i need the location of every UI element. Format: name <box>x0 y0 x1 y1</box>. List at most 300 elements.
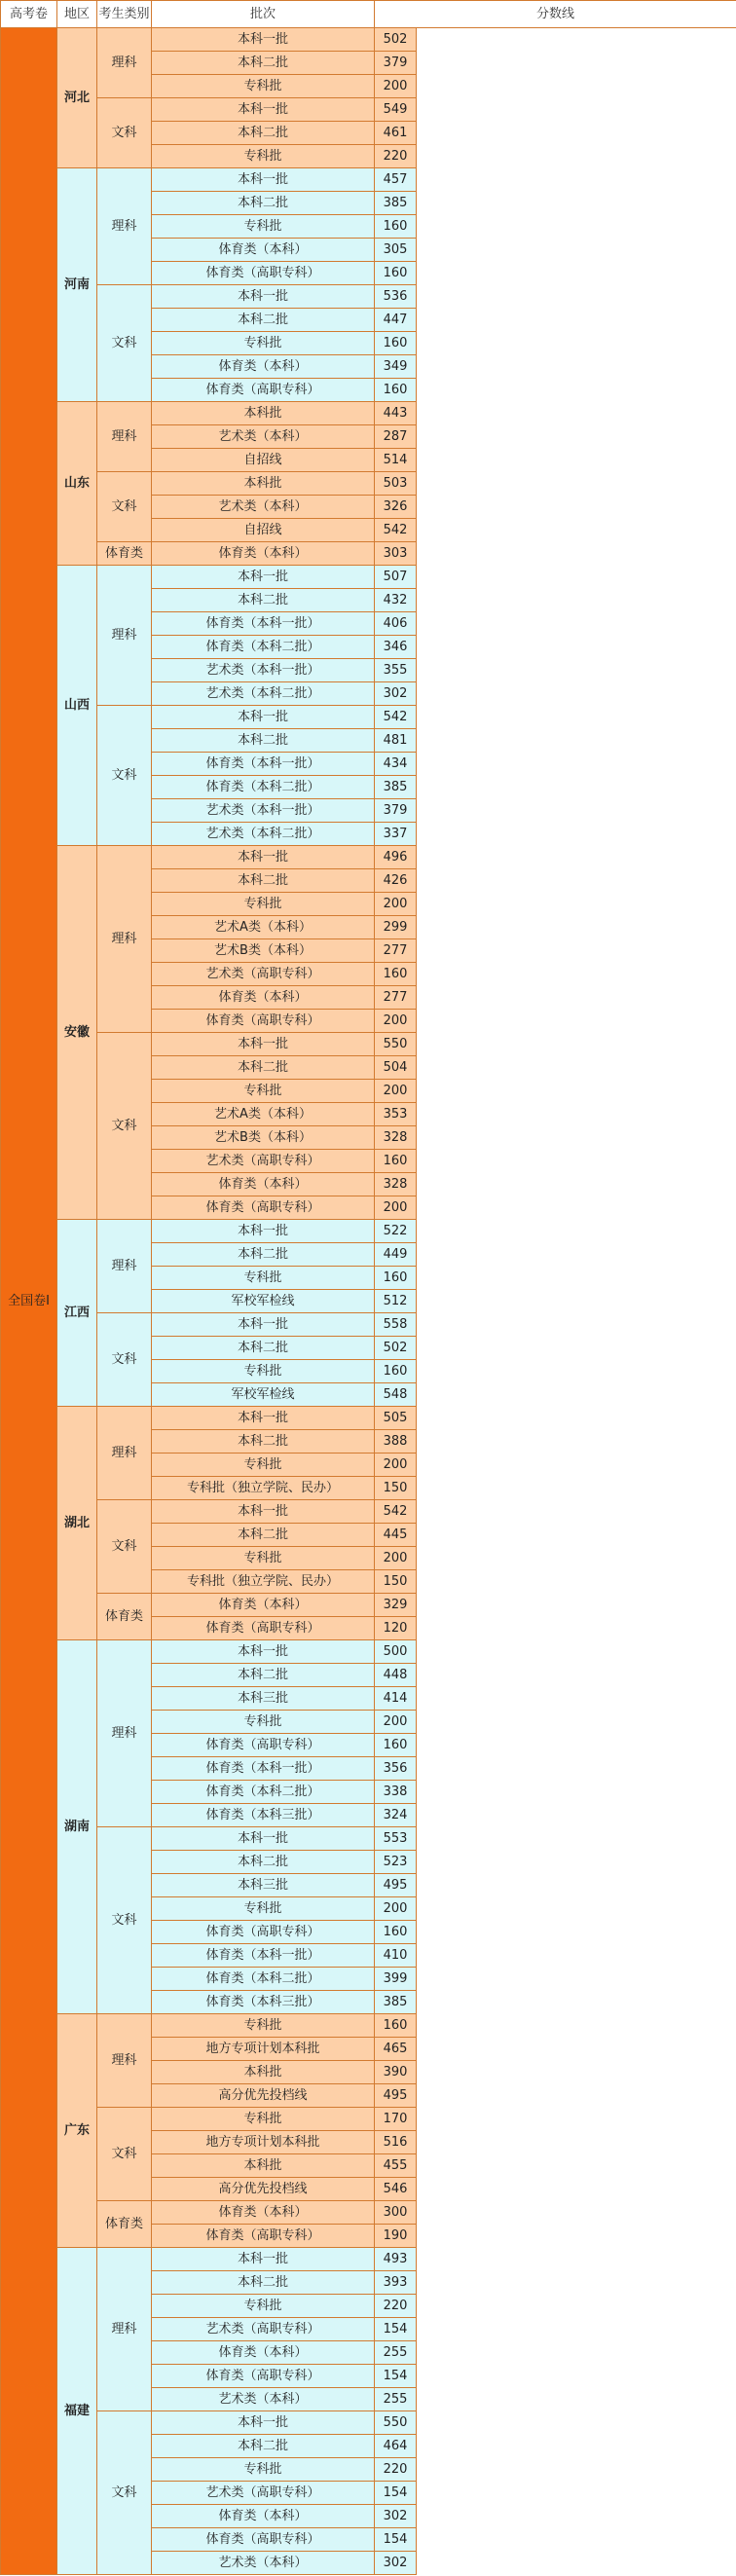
batch-cell: 本科一批 <box>152 1313 375 1337</box>
blank-cell <box>417 776 736 799</box>
batch-cell: 体育类（本科） <box>152 1594 375 1617</box>
blank-cell <box>417 1267 736 1290</box>
blank-cell <box>417 1056 736 1080</box>
table-row <box>1 566 736 589</box>
score-cell: 324 <box>375 1804 417 1827</box>
score-cell: 432 <box>375 589 417 612</box>
category-cell: 文科 <box>97 1313 152 1407</box>
score-cell: 355 <box>375 659 417 682</box>
score-cell: 200 <box>375 1547 417 1570</box>
table-row <box>1 472 736 496</box>
batch-cell: 体育类（本科一批） <box>152 612 375 636</box>
blank-cell <box>417 2084 736 2108</box>
blank-cell <box>417 589 736 612</box>
batch-cell: 专科批 <box>152 1711 375 1734</box>
blank-cell <box>417 1757 736 1781</box>
score-cell: 200 <box>375 1897 417 1921</box>
blank-cell <box>417 1921 736 1944</box>
batch-cell: 体育类（高职专科） <box>152 1734 375 1757</box>
header-score: 分数线 <box>375 1 736 28</box>
batch-cell: 地方专项计划本科批 <box>152 2131 375 2154</box>
batch-cell: 本科二批 <box>152 1664 375 1687</box>
score-cell: 493 <box>375 2248 417 2271</box>
region-cell: 广东 <box>57 2014 97 2248</box>
score-cell: 410 <box>375 1944 417 1968</box>
score-cell: 302 <box>375 682 417 706</box>
batch-cell: 体育类（高职专科） <box>152 262 375 285</box>
batch-cell: 专科批 <box>152 1360 375 1383</box>
blank-cell <box>417 2178 736 2201</box>
batch-cell: 专科批 <box>152 215 375 239</box>
blank-cell <box>417 1968 736 1991</box>
score-cell: 495 <box>375 1874 417 1897</box>
batch-cell: 专科批 <box>152 75 375 98</box>
batch-cell: 艺术类（本科一批） <box>152 799 375 823</box>
batch-cell: 本科批 <box>152 2154 375 2178</box>
category-cell: 理科 <box>97 168 152 285</box>
blank-cell <box>417 1360 736 1383</box>
blank-cell <box>417 729 736 753</box>
blank-cell <box>417 2552 736 2575</box>
blank-cell <box>417 2201 736 2225</box>
header-batch: 批次 <box>152 1 375 28</box>
category-cell: 理科 <box>97 1220 152 1313</box>
score-cell: 160 <box>375 963 417 986</box>
score-cell: 558 <box>375 1313 417 1337</box>
batch-cell: 体育类（本科） <box>152 2341 375 2365</box>
header-region: 地区 <box>57 1 97 28</box>
batch-cell: 体育类（本科二批） <box>152 1781 375 1804</box>
score-cell: 326 <box>375 496 417 519</box>
batch-cell: 体育类（本科一批） <box>152 1757 375 1781</box>
score-cell: 154 <box>375 2528 417 2552</box>
batch-cell: 专科批 <box>152 1897 375 1921</box>
score-cell: 503 <box>375 472 417 496</box>
table-row <box>1 1033 736 1056</box>
region-cell: 山西 <box>57 566 97 846</box>
batch-cell: 艺术A类（本科） <box>152 1103 375 1126</box>
blank-cell <box>417 519 736 542</box>
score-cell: 553 <box>375 1827 417 1851</box>
score-cell: 328 <box>375 1126 417 1150</box>
blank-cell <box>417 566 736 589</box>
batch-cell: 本科二批 <box>152 1243 375 1267</box>
batch-cell: 体育类（高职专科） <box>152 1010 375 1033</box>
score-cell: 302 <box>375 2552 417 2575</box>
score-cell: 550 <box>375 2411 417 2435</box>
score-cell: 160 <box>375 1267 417 1290</box>
blank-cell <box>417 2458 736 2482</box>
table-row <box>1 2014 736 2038</box>
batch-cell: 艺术类（本科） <box>152 2552 375 2575</box>
blank-cell <box>417 2388 736 2411</box>
batch-cell: 自招线 <box>152 519 375 542</box>
score-cell: 542 <box>375 1500 417 1524</box>
blank-cell <box>417 215 736 239</box>
region-cell: 安徽 <box>57 846 97 1220</box>
batch-cell: 本科二批 <box>152 589 375 612</box>
batch-cell: 专科批 <box>152 2458 375 2482</box>
table-row <box>1 98 736 122</box>
batch-cell: 本科一批 <box>152 566 375 589</box>
score-cell: 353 <box>375 1103 417 1126</box>
score-cell: 393 <box>375 2271 417 2295</box>
score-cell: 481 <box>375 729 417 753</box>
blank-cell <box>417 2482 736 2505</box>
category-cell: 理科 <box>97 566 152 706</box>
batch-cell: 艺术类（高职专科） <box>152 1150 375 1173</box>
score-cell: 399 <box>375 1968 417 1991</box>
score-cell: 120 <box>375 1617 417 1640</box>
score-cell: 200 <box>375 1010 417 1033</box>
score-cell: 505 <box>375 1407 417 1430</box>
batch-cell: 艺术类（本科） <box>152 2388 375 2411</box>
score-cell: 379 <box>375 799 417 823</box>
blank-cell <box>417 449 736 472</box>
score-cell: 160 <box>375 1360 417 1383</box>
category-cell: 文科 <box>97 1500 152 1594</box>
score-cell: 337 <box>375 823 417 846</box>
blank-cell <box>417 2295 736 2318</box>
batch-cell: 专科批 <box>152 1454 375 1477</box>
blank-cell <box>417 2318 736 2341</box>
batch-cell: 本科二批 <box>152 309 375 332</box>
blank-cell <box>417 706 736 729</box>
table-row <box>1 2108 736 2131</box>
score-cell: 522 <box>375 1220 417 1243</box>
batch-cell: 本科一批 <box>152 846 375 869</box>
blank-cell <box>417 472 736 496</box>
score-cell: 299 <box>375 916 417 939</box>
blank-cell <box>417 799 736 823</box>
batch-cell: 艺术类（高职专科） <box>152 2482 375 2505</box>
blank-cell <box>417 1711 736 1734</box>
blank-cell <box>417 2435 736 2458</box>
table-row <box>1 1640 736 1664</box>
blank-cell <box>417 2154 736 2178</box>
blank-cell <box>417 168 736 192</box>
score-cell: 523 <box>375 1851 417 1874</box>
score-cell: 200 <box>375 1711 417 1734</box>
blank-cell <box>417 1734 736 1757</box>
region-cell: 河北 <box>57 28 97 168</box>
batch-cell: 本科一批 <box>152 1033 375 1056</box>
batch-cell: 本科二批 <box>152 2435 375 2458</box>
batch-cell: 本科一批 <box>152 1827 375 1851</box>
score-cell: 303 <box>375 542 417 566</box>
score-cell: 160 <box>375 2014 417 2038</box>
blank-cell <box>417 2131 736 2154</box>
score-cell: 507 <box>375 566 417 589</box>
score-cell: 287 <box>375 425 417 449</box>
blank-cell <box>417 1617 736 1640</box>
score-cell: 550 <box>375 1033 417 1056</box>
blank-cell <box>417 402 736 425</box>
blank-cell <box>417 659 736 682</box>
score-cell: 154 <box>375 2365 417 2388</box>
category-cell: 理科 <box>97 2248 152 2411</box>
blank-cell <box>417 1173 736 1196</box>
blank-cell <box>417 2341 736 2365</box>
score-cell: 434 <box>375 753 417 776</box>
score-cell: 461 <box>375 122 417 145</box>
blank-cell <box>417 122 736 145</box>
score-cell: 328 <box>375 1173 417 1196</box>
blank-cell <box>417 682 736 706</box>
batch-cell: 本科二批 <box>152 1337 375 1360</box>
batch-cell: 本科一批 <box>152 1407 375 1430</box>
batch-cell: 本科一批 <box>152 2248 375 2271</box>
blank-cell <box>417 1150 736 1173</box>
score-cell: 338 <box>375 1781 417 1804</box>
blank-cell <box>417 1080 736 1103</box>
score-cell: 385 <box>375 192 417 215</box>
table-row <box>1 1407 736 1430</box>
table-row <box>1 402 736 425</box>
score-cell: 496 <box>375 846 417 869</box>
blank-cell <box>417 98 736 122</box>
batch-cell: 艺术类（本科一批） <box>152 659 375 682</box>
blank-cell <box>417 1033 736 1056</box>
score-cell: 385 <box>375 776 417 799</box>
score-cell: 536 <box>375 285 417 309</box>
category-cell: 文科 <box>97 706 152 846</box>
blank-cell <box>417 1290 736 1313</box>
score-cell: 443 <box>375 402 417 425</box>
category-cell: 理科 <box>97 846 152 1033</box>
score-cell: 329 <box>375 1594 417 1617</box>
blank-cell <box>417 986 736 1010</box>
table-row <box>1 285 736 309</box>
score-cell: 150 <box>375 1570 417 1594</box>
category-cell: 理科 <box>97 2014 152 2108</box>
blank-cell <box>417 1430 736 1454</box>
table-row <box>1 1594 736 1617</box>
batch-cell: 本科二批 <box>152 122 375 145</box>
blank-cell <box>417 1851 736 1874</box>
score-cell: 502 <box>375 1337 417 1360</box>
batch-cell: 本科二批 <box>152 869 375 893</box>
batch-cell: 专科批 <box>152 145 375 168</box>
batch-cell: 本科一批 <box>152 706 375 729</box>
blank-cell <box>417 916 736 939</box>
blank-cell <box>417 1337 736 1360</box>
blank-cell <box>417 1243 736 1267</box>
score-cell: 516 <box>375 2131 417 2154</box>
batch-cell: 艺术B类（本科） <box>152 939 375 963</box>
blank-cell <box>417 145 736 168</box>
batch-cell: 高分优先投档线 <box>152 2178 375 2201</box>
batch-cell: 地方专项计划本科批 <box>152 2038 375 2061</box>
score-cell: 542 <box>375 706 417 729</box>
category-cell: 理科 <box>97 28 152 98</box>
batch-cell: 专科批 <box>152 893 375 916</box>
score-cell: 200 <box>375 75 417 98</box>
score-cell: 426 <box>375 869 417 893</box>
batch-cell: 本科一批 <box>152 168 375 192</box>
blank-cell <box>417 262 736 285</box>
category-cell: 体育类 <box>97 542 152 566</box>
score-cell: 277 <box>375 939 417 963</box>
region-cell: 河南 <box>57 168 97 402</box>
score-cell: 302 <box>375 2505 417 2528</box>
blank-cell <box>417 1687 736 1711</box>
table-row <box>1 2201 736 2225</box>
batch-cell: 艺术类（本科二批） <box>152 682 375 706</box>
blank-cell <box>417 285 736 309</box>
blank-cell <box>417 1500 736 1524</box>
blank-cell <box>417 355 736 379</box>
blank-cell <box>417 753 736 776</box>
blank-cell <box>417 1804 736 1827</box>
blank-cell <box>417 1570 736 1594</box>
blank-cell <box>417 1407 736 1430</box>
blank-cell <box>417 612 736 636</box>
score-cell: 305 <box>375 239 417 262</box>
score-cell: 200 <box>375 893 417 916</box>
score-cell: 500 <box>375 1640 417 1664</box>
blank-cell <box>417 963 736 986</box>
category-cell: 理科 <box>97 402 152 472</box>
table-row <box>1 168 736 192</box>
table-row <box>1 1313 736 1337</box>
blank-cell <box>417 1196 736 1220</box>
score-cell: 160 <box>375 1921 417 1944</box>
score-cell: 160 <box>375 379 417 402</box>
score-cell: 200 <box>375 1454 417 1477</box>
blank-cell <box>417 869 736 893</box>
blank-cell <box>417 239 736 262</box>
batch-cell: 体育类（本科三批） <box>152 1991 375 2014</box>
blank-cell <box>417 1103 736 1126</box>
batch-cell: 体育类（本科） <box>152 239 375 262</box>
score-cell: 406 <box>375 612 417 636</box>
blank-cell <box>417 2271 736 2295</box>
batch-cell: 体育类（本科） <box>152 1173 375 1196</box>
blank-cell <box>417 1874 736 1897</box>
batch-cell: 体育类（高职专科） <box>152 1921 375 1944</box>
batch-cell: 专科批（独立学院、民办） <box>152 1477 375 1500</box>
score-cell: 385 <box>375 1991 417 2014</box>
table-header-row <box>1 1 736 28</box>
header-category: 考生类别 <box>97 1 152 28</box>
batch-cell: 本科二批 <box>152 729 375 753</box>
batch-cell: 体育类（本科） <box>152 542 375 566</box>
batch-cell: 体育类（本科） <box>152 355 375 379</box>
category-cell: 文科 <box>97 285 152 402</box>
batch-cell: 体育类（本科二批） <box>152 776 375 799</box>
batch-cell: 专科批 <box>152 2108 375 2131</box>
region-cell: 福建 <box>57 2248 97 2575</box>
score-cell: 502 <box>375 28 417 52</box>
batch-cell: 军校军检线 <box>152 1290 375 1313</box>
batch-cell: 艺术类（本科二批） <box>152 823 375 846</box>
score-cell: 220 <box>375 2458 417 2482</box>
blank-cell <box>417 1827 736 1851</box>
score-cell: 414 <box>375 1687 417 1711</box>
table-row <box>1 542 736 566</box>
blank-cell <box>417 2248 736 2271</box>
blank-cell <box>417 893 736 916</box>
category-cell: 体育类 <box>97 2201 152 2248</box>
score-cell: 300 <box>375 2201 417 2225</box>
blank-cell <box>417 309 736 332</box>
batch-cell: 艺术A类（本科） <box>152 916 375 939</box>
score-cell: 379 <box>375 52 417 75</box>
batch-cell: 艺术类（本科） <box>152 425 375 449</box>
category-cell: 文科 <box>97 1827 152 2014</box>
table-body <box>1 28 736 2575</box>
blank-cell <box>417 1640 736 1664</box>
batch-cell: 本科三批 <box>152 1687 375 1711</box>
batch-cell: 本科一批 <box>152 1220 375 1243</box>
batch-cell: 本科二批 <box>152 1851 375 1874</box>
blank-cell <box>417 332 736 355</box>
blank-cell <box>417 1944 736 1968</box>
table-row <box>1 1220 736 1243</box>
header-exam: 高考卷 <box>1 1 57 28</box>
score-cell: 190 <box>375 2225 417 2248</box>
table-row <box>1 846 736 869</box>
category-cell: 文科 <box>97 1033 152 1220</box>
score-cell: 548 <box>375 1383 417 1407</box>
batch-cell: 本科二批 <box>152 1524 375 1547</box>
batch-cell: 本科一批 <box>152 1500 375 1524</box>
batch-cell: 本科批 <box>152 472 375 496</box>
score-cell: 465 <box>375 2038 417 2061</box>
blank-cell <box>417 496 736 519</box>
category-cell: 文科 <box>97 98 152 168</box>
blank-cell <box>417 846 736 869</box>
score-cell: 388 <box>375 1430 417 1454</box>
region-cell: 湖北 <box>57 1407 97 1640</box>
score-cell: 255 <box>375 2388 417 2411</box>
batch-cell: 体育类（高职专科） <box>152 2365 375 2388</box>
blank-cell <box>417 1897 736 1921</box>
blank-cell <box>417 1313 736 1337</box>
score-cell: 220 <box>375 145 417 168</box>
batch-cell: 体育类（高职专科） <box>152 1196 375 1220</box>
blank-cell <box>417 2108 736 2131</box>
region-cell: 山东 <box>57 402 97 566</box>
batch-cell: 体育类（本科） <box>152 986 375 1010</box>
blank-cell <box>417 2061 736 2084</box>
blank-cell <box>417 1991 736 2014</box>
batch-cell: 本科二批 <box>152 192 375 215</box>
score-cell: 464 <box>375 2435 417 2458</box>
batch-cell: 本科二批 <box>152 1056 375 1080</box>
batch-cell: 本科二批 <box>152 52 375 75</box>
batch-cell: 艺术类（高职专科） <box>152 963 375 986</box>
blank-cell <box>417 1383 736 1407</box>
score-cell: 200 <box>375 1196 417 1220</box>
category-cell: 理科 <box>97 1407 152 1500</box>
score-cell: 160 <box>375 1734 417 1757</box>
batch-cell: 专科批 <box>152 2295 375 2318</box>
blank-cell <box>417 1594 736 1617</box>
blank-cell <box>417 1477 736 1500</box>
score-cell: 346 <box>375 636 417 659</box>
batch-cell: 本科一批 <box>152 98 375 122</box>
batch-cell: 专科批 <box>152 1080 375 1103</box>
blank-cell <box>417 1126 736 1150</box>
score-cell: 445 <box>375 1524 417 1547</box>
batch-cell: 体育类（本科一批） <box>152 1944 375 1968</box>
blank-cell <box>417 1454 736 1477</box>
batch-cell: 体育类（高职专科） <box>152 2528 375 2552</box>
batch-cell: 本科批 <box>152 402 375 425</box>
blank-cell <box>417 1664 736 1687</box>
